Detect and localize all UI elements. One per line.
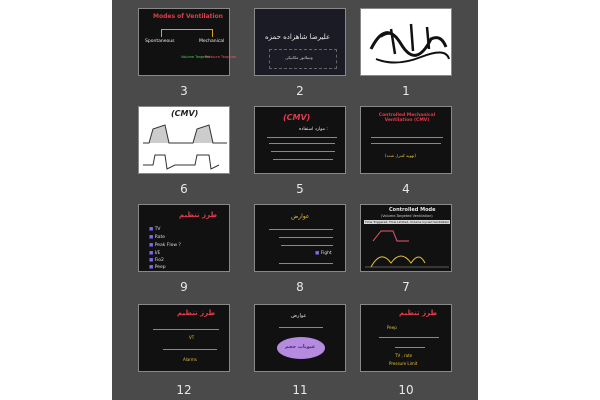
slide-12-title: طرز تنظیم	[177, 309, 216, 317]
slide-3-mechanical: Mechanical	[199, 39, 225, 44]
waveform-graph	[139, 107, 231, 175]
slide-2-subtitle: ونتیلاتور مکانیکی	[285, 55, 313, 60]
slide-6-title: (CMV)	[171, 109, 199, 118]
slide-number-8: 8	[296, 280, 304, 294]
slide-3-connector	[161, 29, 213, 30]
slide-number-6: 6	[180, 182, 188, 196]
slide-number-7: 7	[402, 280, 410, 294]
slide-12-text-2	[163, 349, 217, 350]
slide-2-title: علیرضا شاهزاده حمزه	[265, 33, 331, 41]
slide-4-title: Controlled Mechanical Ventilation (CMV)	[378, 113, 436, 124]
slide-10-pressure-limit: Pressure Limit	[389, 361, 418, 366]
slide-thumbnail-8[interactable]	[254, 204, 346, 272]
slide-number-1: 1	[402, 84, 410, 98]
slide-thumbnail-2[interactable]	[254, 8, 346, 76]
slide-number-10: 10	[398, 383, 414, 397]
slide-9-item-3: ■ Peak Flow ?	[149, 243, 181, 248]
flow-pressure-graph	[361, 205, 453, 273]
slide-11-title: عوارض	[291, 313, 307, 319]
slide-10-text-2	[395, 347, 425, 348]
slide-8-text-4	[279, 263, 333, 264]
slide-7-box: Time Triggered, Flow Limited, Volume Cycled Ventilation	[365, 220, 450, 224]
slide-12-alarms: Alarms	[183, 357, 197, 362]
slide-9-item-5: ■ Fio2	[149, 258, 164, 263]
calligraphy-image	[361, 9, 453, 77]
slide-thumbnail-1[interactable]	[360, 8, 452, 76]
slide-number-9: 9	[180, 280, 188, 294]
slide-3-spontaneous: Spontaneous	[145, 39, 175, 44]
slide-11-bubble-text: عیوبات حجم	[285, 344, 316, 350]
slide-thumbnail-5[interactable]	[254, 106, 346, 174]
slide-11-text-1	[279, 327, 323, 328]
slide-number-12: 12	[176, 383, 192, 397]
slide-8-item-fight: ■ Fight	[315, 251, 332, 256]
slide-5-text-1	[267, 137, 337, 138]
slide-4-text-1	[371, 137, 443, 138]
slide-8-text-3	[281, 245, 333, 246]
slide-10-text-1	[379, 337, 439, 338]
slide-thumbnail-10[interactable]	[360, 304, 452, 372]
slide-4-highlight: (تهویه کنترل شده)	[385, 153, 416, 158]
slide-thumbnail-3[interactable]	[138, 8, 237, 76]
slide-3-title: Modes of Ventilation	[153, 13, 223, 20]
slide-thumbnail-9[interactable]	[138, 204, 230, 272]
slide-9-item-4: ■ I/E	[149, 251, 160, 256]
slide-8-text-1	[269, 229, 333, 230]
slide-3-volume: Volume Targeted	[181, 55, 211, 59]
slide-7-subtitle: (Volume-Targeted Ventilation)	[381, 214, 433, 218]
slide-thumbnail-7[interactable]	[360, 204, 452, 272]
slide-12-text-1	[153, 329, 219, 330]
slide-8-text-2	[279, 237, 333, 238]
slide-10-peep: Peep	[387, 325, 397, 330]
slide-number-2: 2	[296, 84, 304, 98]
slide-8-title: عوارض	[291, 213, 310, 220]
slide-5-heading: موارد استفاده :	[299, 127, 328, 132]
slide-10-tv-rate: TV , rate	[395, 353, 413, 358]
slide-3-pressure: Pressure Targeted	[205, 55, 237, 59]
slide-10-title: طرز تنظیم	[399, 309, 438, 317]
slide-7-title: Controlled Mode	[389, 207, 436, 213]
slide-5-title: (CMV)	[283, 113, 311, 122]
slide-5-text-2	[269, 143, 335, 144]
slide-3-connector-right	[212, 29, 213, 37]
slide-12-vt: VT	[189, 335, 195, 340]
slide-thumbnail-12[interactable]	[138, 304, 230, 372]
slide-9-item-1: ■ TV	[149, 227, 161, 232]
slide-thumbnail-4[interactable]	[360, 106, 452, 174]
slide-9-item-2: ■ Rate	[149, 235, 165, 240]
slide-9-title: طرز تنظیم	[179, 211, 218, 219]
slide-number-4: 4	[402, 182, 410, 196]
slide-number-11: 11	[292, 383, 308, 397]
slide-number-3: 3	[180, 84, 188, 98]
slide-5-text-3	[271, 151, 335, 152]
slide-thumbnail-6[interactable]	[138, 106, 230, 174]
slide-thumbnail-11[interactable]	[254, 304, 346, 372]
slide-9-item-6: ■ Peep	[149, 265, 166, 270]
slide-4-text-2	[371, 143, 441, 144]
slide-number-5: 5	[296, 182, 304, 196]
slide-3-connector-left	[161, 29, 162, 37]
slide-5-text-4	[273, 159, 333, 160]
